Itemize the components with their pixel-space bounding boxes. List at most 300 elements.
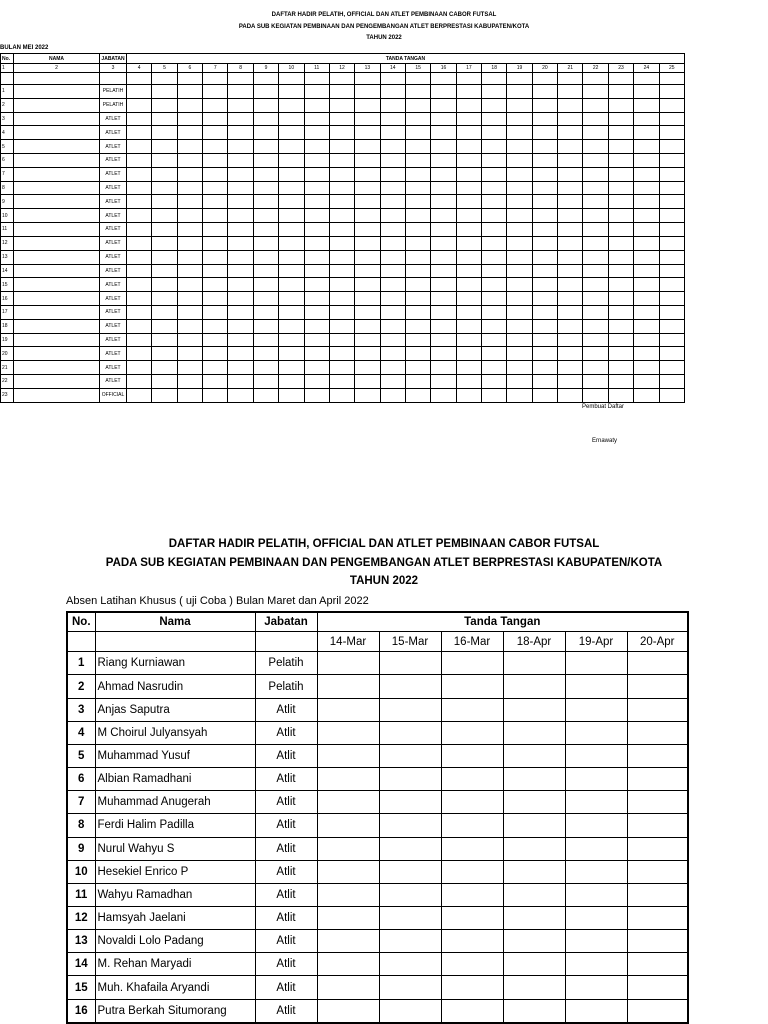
form1-signature-cell[interactable] <box>329 140 354 154</box>
form1-signature-cell[interactable] <box>558 388 583 402</box>
form1-signature-cell[interactable] <box>558 154 583 168</box>
form1-signature-cell[interactable] <box>482 154 507 168</box>
form2-signature-cell[interactable] <box>503 698 565 721</box>
form1-signature-cell[interactable] <box>253 209 278 223</box>
form1-signature-cell[interactable] <box>152 84 177 98</box>
form1-signature-cell[interactable] <box>532 305 557 319</box>
form1-signature-cell[interactable] <box>405 209 430 223</box>
form2-signature-cell[interactable] <box>441 768 503 791</box>
form1-signature-cell[interactable] <box>355 181 380 195</box>
form1-signature-cell[interactable] <box>634 223 659 237</box>
form1-signature-cell[interactable] <box>304 250 329 264</box>
form1-signature-cell[interactable] <box>634 250 659 264</box>
form1-signature-cell[interactable] <box>532 292 557 306</box>
form1-signature-cell[interactable] <box>405 388 430 402</box>
form1-signature-cell[interactable] <box>329 388 354 402</box>
form1-signature-cell[interactable] <box>152 98 177 112</box>
form1-signature-cell[interactable] <box>329 112 354 126</box>
form1-signature-cell[interactable] <box>532 250 557 264</box>
form2-signature-cell[interactable] <box>379 883 441 906</box>
form1-name-cell[interactable] <box>14 319 100 333</box>
form1-signature-cell[interactable] <box>634 319 659 333</box>
form1-signature-cell[interactable] <box>456 140 481 154</box>
form1-signature-cell[interactable] <box>507 112 532 126</box>
form1-signature-cell[interactable] <box>203 250 228 264</box>
form2-signature-cell[interactable] <box>441 837 503 860</box>
form1-signature-cell[interactable] <box>355 223 380 237</box>
form1-signature-cell[interactable] <box>329 292 354 306</box>
form1-signature-cell[interactable] <box>558 223 583 237</box>
form1-signature-cell[interactable] <box>583 292 608 306</box>
form1-name-cell[interactable] <box>14 305 100 319</box>
form1-signature-cell[interactable] <box>558 305 583 319</box>
form1-signature-cell[interactable] <box>482 347 507 361</box>
form1-signature-cell[interactable] <box>279 236 304 250</box>
form1-signature-cell[interactable] <box>380 250 405 264</box>
form1-signature-cell[interactable] <box>380 264 405 278</box>
form1-signature-cell[interactable] <box>355 278 380 292</box>
form1-signature-cell[interactable] <box>583 209 608 223</box>
form1-signature-cell[interactable] <box>152 126 177 140</box>
form1-signature-cell[interactable] <box>253 292 278 306</box>
form1-signature-cell[interactable] <box>279 333 304 347</box>
form2-signature-cell[interactable] <box>379 976 441 999</box>
form1-signature-cell[interactable] <box>380 347 405 361</box>
form2-signature-cell[interactable] <box>379 791 441 814</box>
form1-signature-cell[interactable] <box>177 167 202 181</box>
form1-signature-cell[interactable] <box>634 154 659 168</box>
form1-signature-cell[interactable] <box>304 167 329 181</box>
form1-signature-cell[interactable] <box>583 319 608 333</box>
form1-signature-cell[interactable] <box>482 375 507 389</box>
form1-signature-cell[interactable] <box>634 209 659 223</box>
form1-signature-cell[interactable] <box>558 140 583 154</box>
form1-name-cell[interactable] <box>14 250 100 264</box>
form1-signature-cell[interactable] <box>177 264 202 278</box>
form1-signature-cell[interactable] <box>583 126 608 140</box>
form1-signature-cell[interactable] <box>482 181 507 195</box>
form1-signature-cell[interactable] <box>583 223 608 237</box>
form1-signature-cell[interactable] <box>177 84 202 98</box>
form2-signature-cell[interactable] <box>565 883 627 906</box>
form2-signature-cell[interactable] <box>503 999 565 1023</box>
form1-signature-cell[interactable] <box>532 140 557 154</box>
form1-signature-cell[interactable] <box>405 98 430 112</box>
form1-signature-cell[interactable] <box>127 140 152 154</box>
form1-signature-cell[interactable] <box>203 361 228 375</box>
form1-name-cell[interactable] <box>14 209 100 223</box>
form1-signature-cell[interactable] <box>456 264 481 278</box>
form1-signature-cell[interactable] <box>507 347 532 361</box>
form1-signature-cell[interactable] <box>279 140 304 154</box>
form1-signature-cell[interactable] <box>304 333 329 347</box>
form1-signature-cell[interactable] <box>152 195 177 209</box>
form1-signature-cell[interactable] <box>279 319 304 333</box>
form1-signature-cell[interactable] <box>127 126 152 140</box>
form1-signature-cell[interactable] <box>482 126 507 140</box>
form2-signature-cell[interactable] <box>627 860 688 883</box>
form1-signature-cell[interactable] <box>634 98 659 112</box>
form1-signature-cell[interactable] <box>507 278 532 292</box>
form1-signature-cell[interactable] <box>482 223 507 237</box>
form1-name-cell[interactable] <box>14 236 100 250</box>
form1-signature-cell[interactable] <box>507 84 532 98</box>
form1-signature-cell[interactable] <box>177 375 202 389</box>
form1-signature-cell[interactable] <box>380 305 405 319</box>
form1-signature-cell[interactable] <box>608 195 633 209</box>
form1-signature-cell[interactable] <box>608 361 633 375</box>
form1-signature-cell[interactable] <box>177 292 202 306</box>
form1-signature-cell[interactable] <box>253 264 278 278</box>
form1-signature-cell[interactable] <box>329 250 354 264</box>
form2-signature-cell[interactable] <box>317 814 379 837</box>
form1-signature-cell[interactable] <box>177 209 202 223</box>
form1-signature-cell[interactable] <box>228 333 253 347</box>
form1-signature-cell[interactable] <box>127 305 152 319</box>
form1-signature-cell[interactable] <box>329 305 354 319</box>
form1-signature-cell[interactable] <box>304 292 329 306</box>
form1-signature-cell[interactable] <box>558 167 583 181</box>
form1-signature-cell[interactable] <box>203 167 228 181</box>
form1-signature-cell[interactable] <box>304 361 329 375</box>
form1-signature-cell[interactable] <box>456 250 481 264</box>
form2-signature-cell[interactable] <box>565 953 627 976</box>
form1-signature-cell[interactable] <box>152 361 177 375</box>
form2-signature-cell[interactable] <box>503 860 565 883</box>
form2-signature-cell[interactable] <box>441 814 503 837</box>
form1-signature-cell[interactable] <box>634 292 659 306</box>
form1-signature-cell[interactable] <box>634 181 659 195</box>
form1-signature-cell[interactable] <box>558 84 583 98</box>
form2-signature-cell[interactable] <box>627 791 688 814</box>
form1-signature-cell[interactable] <box>405 181 430 195</box>
form1-signature-cell[interactable] <box>127 333 152 347</box>
form1-signature-cell[interactable] <box>456 375 481 389</box>
form1-signature-cell[interactable] <box>405 112 430 126</box>
form1-signature-cell[interactable] <box>177 140 202 154</box>
form1-name-cell[interactable] <box>14 278 100 292</box>
form1-signature-cell[interactable] <box>304 264 329 278</box>
form1-signature-cell[interactable] <box>228 167 253 181</box>
form1-signature-cell[interactable] <box>583 361 608 375</box>
form1-signature-cell[interactable] <box>355 167 380 181</box>
form1-signature-cell[interactable] <box>228 305 253 319</box>
form2-signature-cell[interactable] <box>503 907 565 930</box>
form1-signature-cell[interactable] <box>127 375 152 389</box>
form1-signature-cell[interactable] <box>659 167 684 181</box>
form1-signature-cell[interactable] <box>583 347 608 361</box>
form1-signature-cell[interactable] <box>431 375 456 389</box>
form1-signature-cell[interactable] <box>177 347 202 361</box>
form1-signature-cell[interactable] <box>659 112 684 126</box>
form1-signature-cell[interactable] <box>380 181 405 195</box>
form2-signature-cell[interactable] <box>317 791 379 814</box>
form1-signature-cell[interactable] <box>532 236 557 250</box>
form1-signature-cell[interactable] <box>228 375 253 389</box>
form1-signature-cell[interactable] <box>456 223 481 237</box>
form1-signature-cell[interactable] <box>659 140 684 154</box>
form2-signature-cell[interactable] <box>441 883 503 906</box>
form1-signature-cell[interactable] <box>279 250 304 264</box>
form1-signature-cell[interactable] <box>203 98 228 112</box>
form1-signature-cell[interactable] <box>304 305 329 319</box>
form1-signature-cell[interactable] <box>380 361 405 375</box>
form1-signature-cell[interactable] <box>659 375 684 389</box>
form1-signature-cell[interactable] <box>380 98 405 112</box>
form1-signature-cell[interactable] <box>253 140 278 154</box>
form1-signature-cell[interactable] <box>482 167 507 181</box>
form1-signature-cell[interactable] <box>532 209 557 223</box>
form1-signature-cell[interactable] <box>253 319 278 333</box>
form1-signature-cell[interactable] <box>279 361 304 375</box>
form1-signature-cell[interactable] <box>507 319 532 333</box>
form1-signature-cell[interactable] <box>659 278 684 292</box>
form1-signature-cell[interactable] <box>177 236 202 250</box>
form1-signature-cell[interactable] <box>355 154 380 168</box>
form1-signature-cell[interactable] <box>304 84 329 98</box>
form2-signature-cell[interactable] <box>627 930 688 953</box>
form1-signature-cell[interactable] <box>507 167 532 181</box>
form2-signature-cell[interactable] <box>379 744 441 767</box>
form1-signature-cell[interactable] <box>659 195 684 209</box>
form1-signature-cell[interactable] <box>355 292 380 306</box>
form1-signature-cell[interactable] <box>583 250 608 264</box>
form1-signature-cell[interactable] <box>228 361 253 375</box>
form1-signature-cell[interactable] <box>482 195 507 209</box>
form1-signature-cell[interactable] <box>405 333 430 347</box>
form1-signature-cell[interactable] <box>127 223 152 237</box>
form1-signature-cell[interactable] <box>203 126 228 140</box>
form2-signature-cell[interactable] <box>441 791 503 814</box>
form1-signature-cell[interactable] <box>507 209 532 223</box>
form1-signature-cell[interactable] <box>659 84 684 98</box>
form1-signature-cell[interactable] <box>558 319 583 333</box>
form1-signature-cell[interactable] <box>608 223 633 237</box>
form1-signature-cell[interactable] <box>304 278 329 292</box>
form1-signature-cell[interactable] <box>380 84 405 98</box>
form1-signature-cell[interactable] <box>304 112 329 126</box>
form1-signature-cell[interactable] <box>456 126 481 140</box>
form2-signature-cell[interactable] <box>503 768 565 791</box>
form2-signature-cell[interactable] <box>503 744 565 767</box>
form2-signature-cell[interactable] <box>379 860 441 883</box>
form1-signature-cell[interactable] <box>253 126 278 140</box>
form1-signature-cell[interactable] <box>380 292 405 306</box>
form1-signature-cell[interactable] <box>380 278 405 292</box>
form1-signature-cell[interactable] <box>228 250 253 264</box>
form1-signature-cell[interactable] <box>659 292 684 306</box>
form1-signature-cell[interactable] <box>177 181 202 195</box>
form1-signature-cell[interactable] <box>456 209 481 223</box>
form1-signature-cell[interactable] <box>228 319 253 333</box>
form1-signature-cell[interactable] <box>279 388 304 402</box>
form1-signature-cell[interactable] <box>532 195 557 209</box>
form1-signature-cell[interactable] <box>532 347 557 361</box>
form1-signature-cell[interactable] <box>405 305 430 319</box>
form1-signature-cell[interactable] <box>482 112 507 126</box>
form1-signature-cell[interactable] <box>152 319 177 333</box>
form1-signature-cell[interactable] <box>127 112 152 126</box>
form1-signature-cell[interactable] <box>127 167 152 181</box>
form1-signature-cell[interactable] <box>304 223 329 237</box>
form1-signature-cell[interactable] <box>405 167 430 181</box>
form1-signature-cell[interactable] <box>355 112 380 126</box>
form1-signature-cell[interactable] <box>380 140 405 154</box>
form1-signature-cell[interactable] <box>355 236 380 250</box>
form1-signature-cell[interactable] <box>228 388 253 402</box>
form1-signature-cell[interactable] <box>279 209 304 223</box>
form1-signature-cell[interactable] <box>228 98 253 112</box>
form1-signature-cell[interactable] <box>608 319 633 333</box>
form1-signature-cell[interactable] <box>507 292 532 306</box>
form1-signature-cell[interactable] <box>228 236 253 250</box>
form1-signature-cell[interactable] <box>253 181 278 195</box>
form1-signature-cell[interactable] <box>583 98 608 112</box>
form2-signature-cell[interactable] <box>441 907 503 930</box>
form1-signature-cell[interactable] <box>329 167 354 181</box>
form1-signature-cell[interactable] <box>329 333 354 347</box>
form1-signature-cell[interactable] <box>431 112 456 126</box>
form1-name-cell[interactable] <box>14 195 100 209</box>
form1-signature-cell[interactable] <box>279 154 304 168</box>
form2-signature-cell[interactable] <box>441 744 503 767</box>
form2-signature-cell[interactable] <box>441 860 503 883</box>
form1-signature-cell[interactable] <box>203 181 228 195</box>
form1-signature-cell[interactable] <box>507 181 532 195</box>
form1-signature-cell[interactable] <box>431 236 456 250</box>
form1-signature-cell[interactable] <box>405 126 430 140</box>
form2-signature-cell[interactable] <box>565 721 627 744</box>
form1-signature-cell[interactable] <box>608 292 633 306</box>
form1-signature-cell[interactable] <box>355 98 380 112</box>
form2-signature-cell[interactable] <box>317 698 379 721</box>
form1-signature-cell[interactable] <box>177 305 202 319</box>
form2-signature-cell[interactable] <box>317 744 379 767</box>
form1-signature-cell[interactable] <box>355 375 380 389</box>
form1-signature-cell[interactable] <box>127 84 152 98</box>
form1-signature-cell[interactable] <box>431 167 456 181</box>
form2-signature-cell[interactable] <box>503 883 565 906</box>
form1-signature-cell[interactable] <box>127 250 152 264</box>
form1-signature-cell[interactable] <box>177 126 202 140</box>
form1-signature-cell[interactable] <box>329 236 354 250</box>
form1-signature-cell[interactable] <box>507 140 532 154</box>
form1-signature-cell[interactable] <box>279 84 304 98</box>
form1-signature-cell[interactable] <box>482 209 507 223</box>
form1-signature-cell[interactable] <box>380 375 405 389</box>
form1-signature-cell[interactable] <box>482 264 507 278</box>
form1-signature-cell[interactable] <box>634 126 659 140</box>
form1-signature-cell[interactable] <box>405 223 430 237</box>
form2-signature-cell[interactable] <box>627 907 688 930</box>
form1-signature-cell[interactable] <box>127 154 152 168</box>
form1-signature-cell[interactable] <box>532 223 557 237</box>
form1-signature-cell[interactable] <box>583 333 608 347</box>
form2-signature-cell[interactable] <box>317 907 379 930</box>
form1-signature-cell[interactable] <box>482 98 507 112</box>
form2-signature-cell[interactable] <box>317 883 379 906</box>
form1-signature-cell[interactable] <box>583 388 608 402</box>
form1-signature-cell[interactable] <box>583 181 608 195</box>
form1-signature-cell[interactable] <box>279 278 304 292</box>
form1-signature-cell[interactable] <box>380 236 405 250</box>
form1-name-cell[interactable] <box>14 126 100 140</box>
form1-signature-cell[interactable] <box>532 319 557 333</box>
form1-name-cell[interactable] <box>14 347 100 361</box>
form1-signature-cell[interactable] <box>203 278 228 292</box>
form1-name-cell[interactable] <box>14 223 100 237</box>
form1-signature-cell[interactable] <box>659 333 684 347</box>
form1-signature-cell[interactable] <box>431 181 456 195</box>
form1-signature-cell[interactable] <box>431 264 456 278</box>
form2-signature-cell[interactable] <box>627 652 688 675</box>
form1-signature-cell[interactable] <box>558 209 583 223</box>
form1-signature-cell[interactable] <box>329 181 354 195</box>
form1-signature-cell[interactable] <box>279 195 304 209</box>
form1-signature-cell[interactable] <box>608 333 633 347</box>
form1-signature-cell[interactable] <box>279 223 304 237</box>
form1-signature-cell[interactable] <box>659 126 684 140</box>
form1-signature-cell[interactable] <box>304 126 329 140</box>
form1-signature-cell[interactable] <box>507 223 532 237</box>
form1-signature-cell[interactable] <box>329 264 354 278</box>
form2-signature-cell[interactable] <box>565 652 627 675</box>
form1-signature-cell[interactable] <box>456 154 481 168</box>
form1-signature-cell[interactable] <box>253 278 278 292</box>
form1-signature-cell[interactable] <box>558 250 583 264</box>
form1-signature-cell[interactable] <box>507 250 532 264</box>
form1-signature-cell[interactable] <box>482 305 507 319</box>
form1-signature-cell[interactable] <box>456 361 481 375</box>
form1-signature-cell[interactable] <box>558 195 583 209</box>
form1-signature-cell[interactable] <box>152 112 177 126</box>
form1-signature-cell[interactable] <box>431 292 456 306</box>
form1-signature-cell[interactable] <box>431 209 456 223</box>
form1-signature-cell[interactable] <box>456 112 481 126</box>
form1-signature-cell[interactable] <box>329 361 354 375</box>
form1-signature-cell[interactable] <box>482 361 507 375</box>
form1-signature-cell[interactable] <box>558 292 583 306</box>
form2-signature-cell[interactable] <box>627 675 688 698</box>
form1-signature-cell[interactable] <box>177 361 202 375</box>
form1-signature-cell[interactable] <box>152 305 177 319</box>
form2-signature-cell[interactable] <box>379 721 441 744</box>
form1-signature-cell[interactable] <box>507 98 532 112</box>
form1-signature-cell[interactable] <box>634 375 659 389</box>
form1-signature-cell[interactable] <box>659 361 684 375</box>
form1-signature-cell[interactable] <box>304 154 329 168</box>
form2-signature-cell[interactable] <box>627 698 688 721</box>
form1-signature-cell[interactable] <box>253 84 278 98</box>
form1-signature-cell[interactable] <box>279 264 304 278</box>
form2-signature-cell[interactable] <box>565 837 627 860</box>
form1-signature-cell[interactable] <box>228 292 253 306</box>
form1-signature-cell[interactable] <box>405 264 430 278</box>
form1-signature-cell[interactable] <box>659 305 684 319</box>
form1-signature-cell[interactable] <box>127 181 152 195</box>
form1-signature-cell[interactable] <box>659 209 684 223</box>
form1-signature-cell[interactable] <box>456 84 481 98</box>
form2-signature-cell[interactable] <box>379 837 441 860</box>
form2-signature-cell[interactable] <box>503 675 565 698</box>
form1-signature-cell[interactable] <box>177 223 202 237</box>
form2-signature-cell[interactable] <box>565 698 627 721</box>
form2-signature-cell[interactable] <box>441 999 503 1023</box>
form1-signature-cell[interactable] <box>152 333 177 347</box>
form2-signature-cell[interactable] <box>627 744 688 767</box>
form1-signature-cell[interactable] <box>405 84 430 98</box>
form1-signature-cell[interactable] <box>380 333 405 347</box>
